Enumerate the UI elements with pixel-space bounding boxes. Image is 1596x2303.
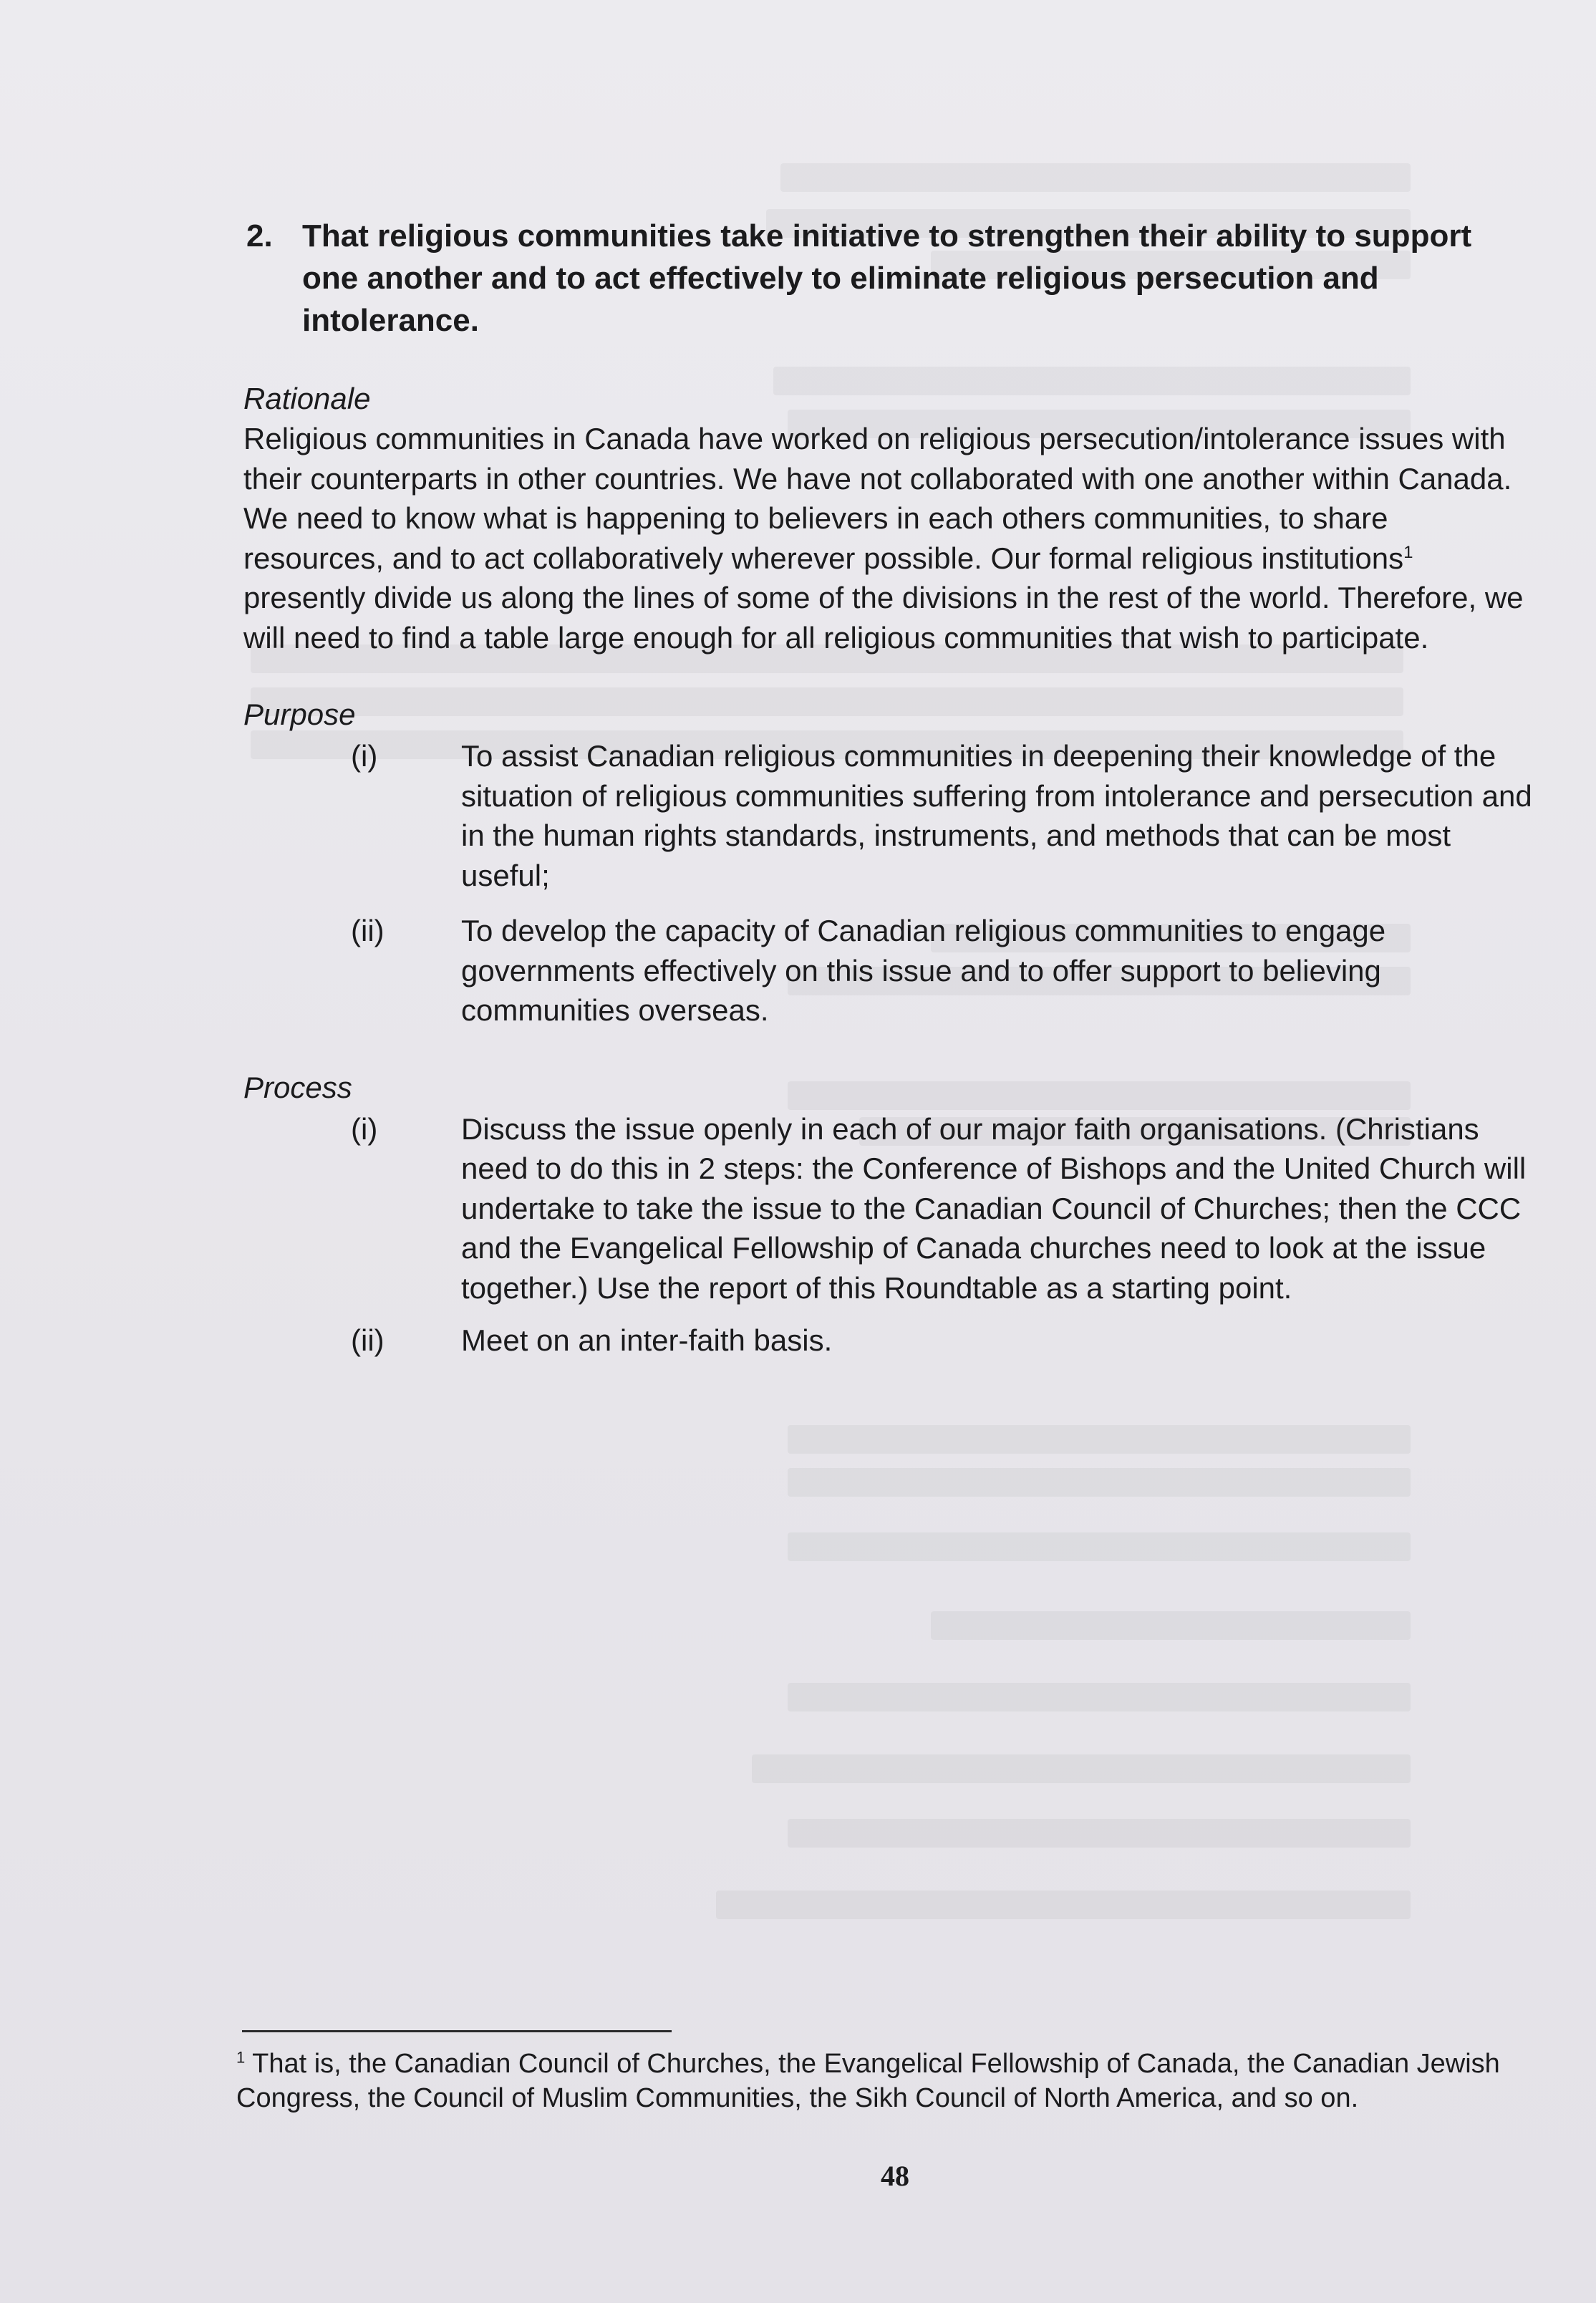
list-item [243, 1321, 1547, 1361]
footnote-marker: 1 [236, 2048, 246, 2067]
rationale-text-part-1: Religious communities in Canada have worked on religious persecution/intolerance issues with their counterparts in other countries. We have not collaborated with one another within Canada. We need to know what is happening to believers in each others communities, to share resources, and to act collaboratively wherever possible. Our formal religious institutions [243, 422, 1512, 575]
item-numeral: (ii) [351, 914, 385, 947]
item-text: Discuss the issue openly in each of our major faith organisations. (Christians need to do this in 2 steps: the Conference of Bishops and the United Church will undertake to take the issue to the Canadian Council of Churches; then the CCC and the Evangelical Fellowship of Canada churches need to look at the issue together.) Use the report of this Roundtable as a starting point. [461, 1111, 1527, 1305]
item-text: Meet on an inter-faith basis. [461, 1323, 833, 1357]
main-content [243, 215, 1547, 1361]
item-text: To assist Canadian religious communities in deepening their knowledge of the situation of religious communities suffering from intolerance and persecution and in the human rights standards, instruments, and methods that can be most useful; [461, 739, 1532, 892]
footnote-reference[interactable]: 1 [1403, 542, 1413, 562]
item-numeral: (i) [351, 1111, 378, 1146]
process-list [243, 1109, 1547, 1361]
process-label: Process [243, 1070, 352, 1104]
recommendation-heading [246, 215, 1547, 342]
footnote-text: That is, the Canadian Council of Churches, the Evangelical Fellowship of Canada, the Canadian Jewish Congress, the Council of Muslim Communities, the Sikh Council of North America, and so on. [236, 2049, 1500, 2113]
purpose-label: Purpose [243, 697, 356, 731]
recommendation-number: 2. [246, 218, 273, 254]
purpose-list [243, 736, 1547, 1030]
list-item [243, 911, 1547, 1030]
rationale-text-part-2: presently divide us along the lines of some of the divisions in the rest of the world. Therefore, we will need to find a table large enough for all religious communities that wish to participate. [243, 581, 1524, 655]
list-item [243, 1109, 1547, 1308]
page-number: 48 [881, 2160, 909, 2192]
item-numeral: (i) [351, 739, 378, 773]
rationale-paragraph [243, 419, 1525, 657]
recommendation-title: That religious communities take initiative to strengthen their ability to support one another and to act effectively to eliminate religious persecution and intolerance. [302, 218, 1472, 338]
item-numeral: (ii) [351, 1323, 385, 1357]
item-text: To develop the capacity of Canadian religious communities to engage governments effectively on this issue and to offer support to believing communities overseas. [461, 914, 1386, 1027]
list-item [243, 736, 1547, 895]
rationale-label: Rationale [243, 382, 371, 415]
footnote-divider [242, 2030, 672, 2032]
footnote [236, 2047, 1504, 2115]
